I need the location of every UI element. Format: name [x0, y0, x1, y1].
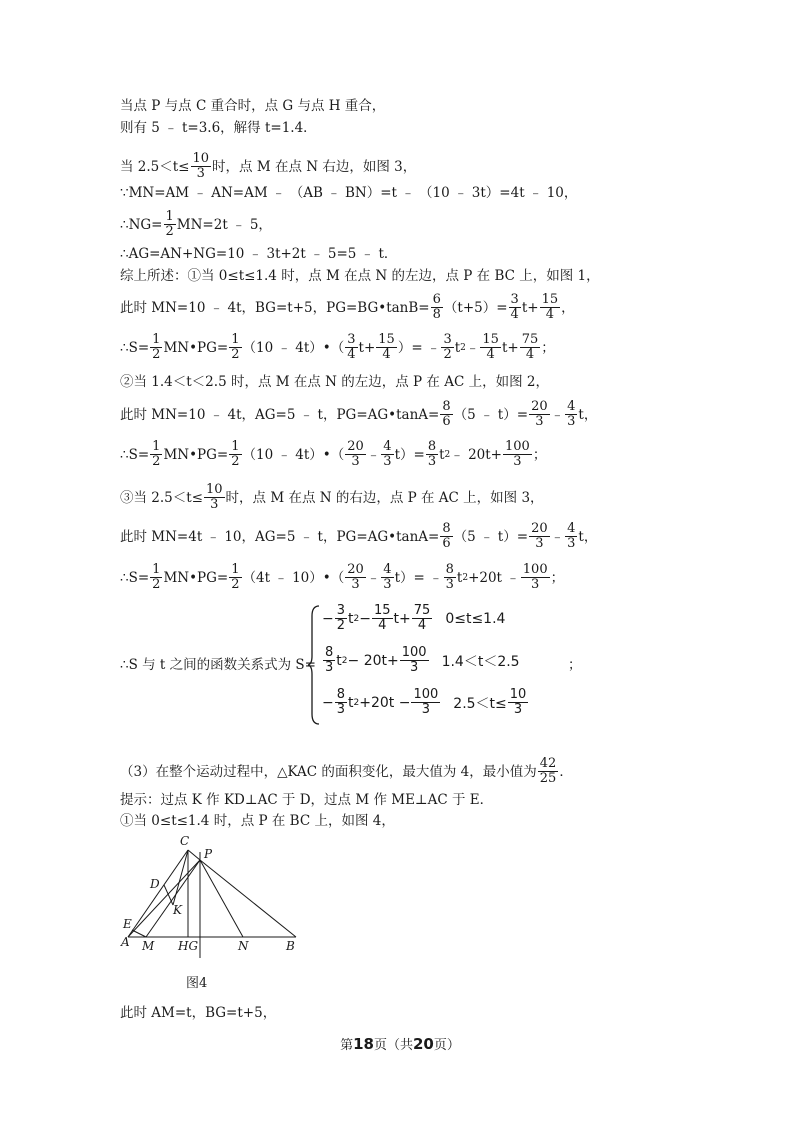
line-text: t+	[521, 299, 539, 316]
line-text: ；	[532, 446, 547, 463]
line-text: MN•PG=	[163, 446, 229, 463]
fraction: $\frac{100}{3}$	[401, 645, 427, 675]
fraction: $\frac{3}{2}$	[336, 603, 346, 633]
line-text: （10 ﹣ 4t）•（	[242, 446, 345, 463]
line-text: 此时 MN=4t ﹣ 10，AG=5 ﹣ t，PG=AG•tanA=	[120, 528, 440, 545]
geometry-figure-4	[118, 832, 308, 958]
line-text: ①当 0≤t≤1.4 时，点 P 在 BC 上，如图 4，	[120, 813, 395, 829]
text-line	[120, 757, 573, 786]
segment-em	[132, 930, 146, 937]
text-line	[120, 119, 317, 137]
segment-dk	[164, 885, 173, 905]
line-text: ∵MN=AM ﹣ AN=AM ﹣ （AB ﹣ BN）=t ﹣ （10 ﹣ 3t）=4t ﹣ 10，	[120, 185, 578, 201]
fraction: $\frac{100}{3}$	[522, 562, 548, 592]
line-text: ，	[561, 299, 575, 316]
text-line	[120, 440, 546, 469]
line-text: ∴S 与 t 之间的函数关系式为 S=	[120, 657, 316, 673]
line-text: （10 ﹣ 4t）•（	[242, 339, 345, 356]
segment-ap	[128, 860, 200, 937]
line-text: t，	[578, 528, 598, 545]
text-line	[120, 267, 600, 285]
superscript: 2	[444, 449, 451, 460]
line-text: ③当 2.5＜t≤	[120, 489, 203, 506]
line-text: 综上所述：①当 0≤t≤1.4 时，点 M 在点 N 的左边，点 P 在 BC 上，如图 1，	[120, 268, 600, 284]
line-text: ．	[559, 763, 573, 780]
line-text: ；	[568, 657, 582, 673]
label-m: M	[142, 939, 155, 953]
line-text: t）= ﹣	[394, 569, 443, 586]
line-text: t	[456, 569, 463, 586]
line-text: 提示：过点 K 作 KD⊥AC 于 D，过点 M 作 ME⊥AC 于 E．	[120, 792, 494, 808]
line-text: ﹣	[366, 446, 381, 463]
fraction: $\frac{8}{6}$	[442, 399, 451, 429]
fraction: $\frac{75}{4}$	[521, 332, 539, 362]
segment-cp	[188, 850, 200, 860]
segment-pb	[200, 860, 296, 937]
fraction: $\frac{8}{3}$	[445, 562, 454, 592]
line-text: t，	[578, 406, 598, 423]
label-p: P	[204, 847, 213, 861]
line-text: ②当 1.4＜t＜2.5 时，点 M 在点 N 的左边，点 P 在 AC 上，如图 2，	[120, 374, 549, 390]
fraction: $\frac{10}{3}$	[192, 151, 210, 181]
fraction: $\frac{6}{8}$	[432, 292, 441, 322]
line-text: （3）在整个运动过程中，△KAC 的面积变化，最大值为 4，最小值为	[120, 763, 537, 780]
fraction: $\frac{4}{3}$	[383, 439, 392, 469]
fraction: $\frac{10}{3}$	[206, 482, 223, 512]
line-text: ∴S=	[120, 569, 150, 586]
line-text: 当点 P 与点 C 重合时，点 G 与点 H 重合，	[120, 98, 386, 114]
line-text: 时，点 M 在点 N 右边，如图 3，	[212, 158, 417, 175]
line-text: ∴S=	[120, 446, 150, 463]
label-n: N	[238, 939, 249, 953]
text-line	[120, 293, 575, 322]
fraction: $\frac{1}{2}$	[231, 332, 240, 362]
fraction: $\frac{20}{3}$	[347, 562, 364, 592]
fraction: $\frac{1}{2}$	[152, 562, 161, 592]
fraction: $\frac{20}{3}$	[531, 399, 548, 429]
fraction: $\frac{8}{6}$	[442, 521, 451, 551]
text-line	[120, 812, 395, 830]
fraction: $\frac{15}{4}$	[482, 332, 499, 362]
label-b: B	[286, 939, 295, 953]
line-text: ﹣	[550, 528, 565, 545]
fraction: $\frac{100}{3}$	[413, 687, 439, 717]
piecewise-case-3: − $\frac{8}{3}$ t 2 +20t − $\frac{100}{3}$ 2.5＜t≤ $\frac{10}{3}$	[322, 687, 527, 717]
segment-ck	[173, 850, 188, 905]
fraction: $\frac{15}{4}$	[541, 292, 559, 322]
fraction: $\frac{20}{3}$	[347, 439, 364, 469]
superscript: 2	[460, 342, 466, 353]
line-text: （t+5）=	[443, 299, 508, 316]
fraction: $\frac{8}{3}$	[427, 439, 437, 469]
label-c: C	[180, 834, 190, 848]
line-text: ∴S=	[120, 339, 150, 356]
text-line	[120, 1004, 276, 1022]
fraction: $\frac{1}{2}$	[165, 209, 174, 239]
line-text: ﹣	[465, 339, 480, 356]
fraction: $\frac{3}{2}$	[443, 332, 452, 362]
text-line	[120, 373, 549, 391]
line-text: t	[454, 339, 461, 356]
text-line	[120, 791, 493, 809]
line-text: ；	[541, 339, 555, 356]
line-text: 则有 5 ﹣ t=3.6，解得 t=1.4．	[120, 120, 317, 136]
fraction: $\frac{1}{2}$	[231, 562, 240, 592]
segment-pn	[200, 860, 243, 937]
fraction: $\frac{3}{4}$	[510, 292, 519, 322]
line-text: MN•PG=	[163, 339, 229, 356]
figure-caption: 图4	[186, 976, 208, 991]
piecewise-function	[308, 604, 588, 726]
line-text: ）= ﹣	[397, 339, 441, 356]
piecewise-case-2: $\frac{8}{3}$ t 2 − 20t+ $\frac{100}{3}$ 1.4＜t＜2.5	[325, 645, 520, 675]
line-text: ∴AG=AN+NG=10 ﹣ 3t+2t ﹣ 5=5 ﹣ t．	[120, 246, 398, 262]
fraction: $\frac{1}{2}$	[231, 439, 240, 469]
fraction: $\frac{4}{3}$	[383, 562, 392, 592]
fraction: $\frac{75}{4}$	[413, 603, 431, 633]
line-text: t+	[501, 339, 519, 356]
line-text: ﹣ 20t+	[450, 446, 502, 463]
line-text: 此时 MN=10 ﹣ 4t，AG=5 ﹣ t，PG=AG•tanA=	[120, 406, 440, 423]
page-total: 20	[413, 1035, 434, 1053]
text-line	[568, 656, 582, 674]
fraction: $\frac{3}{4}$	[347, 332, 356, 362]
text-line	[120, 656, 316, 674]
piecewise-condition: 0≤t≤1.4	[445, 610, 506, 627]
text-line	[120, 210, 272, 239]
page-footer: 第18页（共20页）	[340, 1035, 460, 1053]
piecewise-case-1: − $\frac{3}{2}$ t 2 − $\frac{15}{4}$ t+ $\frac{75}{4}$ 0≤t≤1.4	[322, 603, 506, 633]
line-text: 此时 AM=t，BG=t+5，	[120, 1005, 277, 1021]
fraction: $\frac{15}{4}$	[378, 332, 395, 362]
text-line	[120, 245, 397, 263]
text-line	[120, 400, 597, 429]
text-line	[120, 152, 416, 181]
text-line	[120, 333, 555, 362]
line-text: t）=	[394, 446, 425, 463]
text-line	[120, 184, 577, 202]
label-e: E	[123, 917, 132, 931]
line-text: MN•PG=	[163, 569, 229, 586]
fraction: $\frac{1}{2}$	[152, 332, 161, 362]
text-line	[120, 522, 597, 551]
label-k: K	[173, 903, 182, 917]
line-text: 当 2.5＜t≤	[120, 158, 190, 175]
label-hg: HG	[178, 939, 199, 953]
fraction: $\frac{42}{25}$	[539, 756, 557, 786]
text-line	[120, 97, 385, 115]
page-number: 18	[353, 1035, 374, 1053]
line-text: ∴NG=	[120, 216, 163, 233]
superscript: 2	[462, 572, 469, 583]
text-line	[120, 483, 544, 512]
label-d: D	[150, 877, 160, 891]
fraction: $\frac{8}{3}$	[325, 645, 334, 675]
label-a: A	[121, 935, 130, 949]
fraction: $\frac{4}{3}$	[567, 521, 576, 551]
left-brace-icon	[308, 604, 320, 726]
fraction: $\frac{8}{3}$	[336, 687, 346, 717]
line-text: ；	[550, 569, 565, 586]
fraction: $\frac{20}{3}$	[531, 521, 548, 551]
line-text: ﹣	[366, 569, 381, 586]
line-text: （4t ﹣ 10）•（	[242, 569, 345, 586]
line-text: t	[439, 446, 445, 463]
line-text: 时，点 M 在点 N 的右边，点 P 在 AC 上，如图 3，	[225, 489, 544, 506]
line-text: （5 ﹣ t）=	[453, 406, 529, 423]
line-text: 此时 MN=10 ﹣ 4t，BG=t+5，PG=BG•tanB=	[120, 299, 430, 316]
segment-ac	[128, 850, 188, 937]
line-text: ﹣	[550, 406, 565, 423]
line-text: MN=2t ﹣ 5，	[176, 216, 272, 233]
piecewise-condition: 1.4＜t＜2.5	[441, 653, 520, 670]
line-text: +20t ﹣	[468, 569, 520, 586]
fraction: $\frac{15}{4}$	[373, 603, 391, 633]
fraction: $\frac{1}{2}$	[152, 439, 161, 469]
fraction: $\frac{100}{3}$	[505, 439, 530, 469]
line-text: t+	[358, 339, 376, 356]
line-text: （5 ﹣ t）=	[453, 528, 529, 545]
piecewise-condition: 2.5＜t≤	[453, 695, 507, 712]
fraction: $\frac{10}{3}$	[509, 687, 527, 717]
fraction: $\frac{4}{3}$	[567, 399, 576, 429]
text-line	[120, 563, 564, 592]
